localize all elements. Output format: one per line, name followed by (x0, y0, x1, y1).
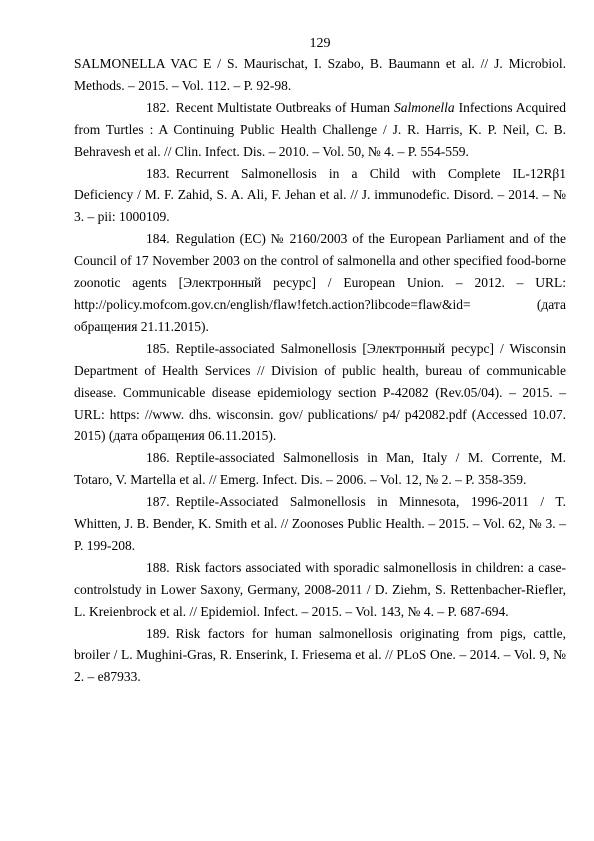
reference-183 (74, 163, 566, 229)
reference-text: Regulation (EC) № 2160/2003 of the European Parliament and of the Council of 17 November 2003 on the control of salmonella and other specified food-borne zoonotic agents [Электронный ресурс] / European Union. – 2012. – URL: http://policy.mofcom.gov.cn/english/flaw!fetch.action?libcode=flaw&id= (дата обращения 21.11.2015). (74, 231, 566, 334)
reference-list (74, 53, 566, 688)
reference-text: Risk factors for human salmonellosis originating from pigs, cattle, broiler / L. Mughini-Gras, R. Enserink, I. Friesema et al. // PLoS One. – 2014. – Vol. 9, № 2. – e87933. (74, 625, 566, 685)
page-number: 129 (309, 36, 331, 51)
reference-text: Reptile-associated Salmonellosis in Man, Italy / M. Corrente, M. Totaro, V. Martella et al. // Emerg. Infect. Dis. – 2006. – Vol. 12, № 2. – P. 358-359. (74, 450, 566, 488)
reference-continuation: SALMONELLA VAC E / S. Maurischat, I. Szabo, B. Baumann et al. // J. Microbiol. Methods. – 2015. – Vol. 112. – P. 92-98. (74, 56, 566, 93)
reference-number: 188. (146, 559, 170, 575)
reference-number: 182. (146, 99, 170, 115)
reference-text: Recent Multistate Outbreaks of Human (175, 99, 394, 115)
reference-text: Recurrent Salmonellosis in a Child with Complete IL-12Rβ1 Deficiency / M. F. Zahid, S. A. Ali, F. Jehan et al. // J. immunodefic. Disord. – 2014. – № 3. – pii: 1000109. (74, 165, 566, 225)
reference-number: 184. (146, 231, 170, 247)
reference-184 (74, 228, 566, 338)
reference-182 (74, 97, 566, 163)
reference-text: Reptile-Associated Salmonellosis in Minnesota, 1996-2011 / T. Whitten, J. B. Bender, K. Smith et al. // Zoonoses Public Health. – 2015. – Vol. 62, № 3. – P. 199-208. (74, 494, 566, 553)
reference-185 (74, 338, 566, 448)
reference-189 (74, 623, 566, 689)
reference-number: 183. (146, 165, 170, 181)
reference-number: 185. (146, 340, 170, 356)
reference-text: Risk factors associated with sporadic salmonellosis in children: a case-controlstudy in Lower Saxony, Germany, 2008-2011 / D. Ziehm, S. Rettenbacher-Riefler, L. Kreienbrock et al. // Epidemiol. Infect. – 2015. – Vol. 143, № 4. – P. 687-694. (74, 559, 566, 619)
reference-italic-term: Salmonella (393, 99, 455, 115)
reference-187 (74, 491, 566, 557)
reference-text: Reptile-associated Salmonellosis [Электронный ресурс] / Wisconsin Department of Health Services // Division of public health, bureau of communicable disease. Communicable disease epidemiology section P-42082 (Rev.05/04). – 2015. – URL: https: //www. dhs. wisconsin. gov/ publications/ p4/ p42082.pdf (Accessed 10.07. 2015) (дата обращения 06.11.2015). (74, 340, 566, 444)
reference-186 (74, 447, 566, 491)
reference-number: 186. (146, 450, 170, 466)
reference-188 (74, 557, 566, 623)
reference-text: Infections Acquired from Turtles : A Continuing Public Health Challenge / J. R. Harris, K. P. Neil, C. B. Behravesh et al. // Clin. Infect. Dis. – 2010. – Vol. 50, № 4. – P. 554-559. (74, 99, 566, 159)
reference-number: 187. (146, 494, 170, 510)
reference-number: 189. (146, 625, 170, 641)
